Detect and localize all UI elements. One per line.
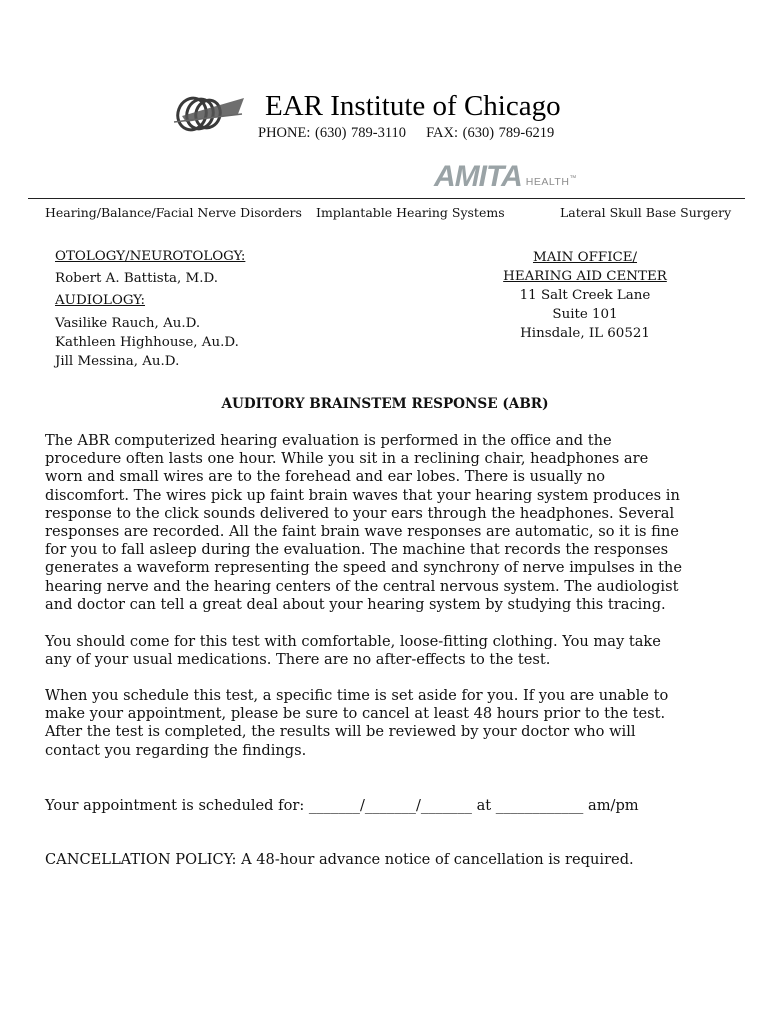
amita-trademark: ™ bbox=[569, 175, 577, 182]
paragraph-line: procedure often lasts one hour. While you sit in a reclining chair, headphones are bbox=[45, 450, 649, 468]
audiology-member: Kathleen Highhouse, Au.D. bbox=[55, 335, 239, 350]
paragraph-line: generates a waveform representing the speed and synchrony of nerve impulses in the bbox=[45, 559, 682, 577]
paragraph-line: for you to fall asleep during the evaluation. The machine that records the responses bbox=[45, 541, 669, 559]
paragraph-line: hearing nerve and the hearing centers of the central nervous system. The audiologist bbox=[45, 577, 679, 595]
header-divider bbox=[28, 198, 745, 199]
office-heading-line2: HEARING AID CENTER bbox=[503, 269, 667, 284]
specialty-implantable: Implantable Hearing Systems bbox=[316, 205, 505, 220]
paragraph-line: make your appointment, please be sure to cancel at least 48 hours prior to the test. bbox=[45, 705, 666, 723]
paragraph-line: You should come for this test with comfortable, loose-fitting clothing. You may take bbox=[45, 633, 661, 650]
audiology-heading: AUDIOLOGY: bbox=[55, 293, 145, 308]
paragraph-line: When you schedule this test, a specific time is set aside for you. If you are unable to bbox=[45, 687, 669, 704]
paragraph-clothing bbox=[45, 633, 735, 669]
fax-number: FAX: (630) 789-6219 bbox=[426, 125, 555, 141]
office-address-city: Hinsdale, IL 60521 bbox=[520, 326, 650, 341]
contact-line bbox=[258, 125, 554, 142]
staff-list bbox=[55, 247, 245, 371]
document-title: AUDITORY BRAINSTEM RESPONSE (ABR) bbox=[221, 396, 549, 412]
paragraph-line: contact you regarding the findings. bbox=[45, 741, 307, 759]
specialty-balance: Hearing/Balance/Facial Nerve Disorders bbox=[45, 205, 302, 220]
amita-logo-suffix: HEALTH bbox=[525, 176, 570, 188]
otology-heading: OTOLOGY/NEUROTOLOGY: bbox=[55, 249, 246, 264]
paragraph-line: After the test is completed, the results will be reviewed by your doctor who will bbox=[45, 723, 636, 741]
paragraph-line: discomfort. The wires pick up faint brain waves that your hearing system produces in bbox=[45, 486, 680, 504]
institute-name: EAR Institute of Chicago bbox=[265, 90, 561, 122]
phone-number: PHONE: (630) 789-3110 bbox=[258, 125, 407, 141]
appointment-line: Your appointment is scheduled for: _______/_______/_______ at ____________ am/pm bbox=[45, 797, 639, 814]
otology-member: Robert A. Battista, M.D. bbox=[55, 271, 218, 286]
ear-institute-swoosh-icon bbox=[172, 92, 246, 138]
office-address-block bbox=[480, 248, 690, 343]
paragraph-line: and doctor can tell a great deal about your hearing system by studying this tracing. bbox=[45, 595, 666, 613]
paragraph-procedure bbox=[45, 432, 735, 614]
paragraph-line: The ABR computerized hearing evaluation is performed in the office and the bbox=[45, 432, 612, 449]
paragraph-scheduling bbox=[45, 687, 735, 760]
specialty-skull-base: Lateral Skull Base Surgery bbox=[560, 205, 732, 220]
paragraph-line: response to the click sounds delivered to your ears through the headphones. Several bbox=[45, 504, 675, 522]
amita-health-logo bbox=[434, 160, 577, 193]
paragraph-line: responses are recorded. All the faint brain wave responses are automatic, so it is fine bbox=[45, 523, 679, 541]
office-heading-line1: MAIN OFFICE/ bbox=[532, 250, 638, 265]
office-address-suite: Suite 101 bbox=[552, 307, 618, 322]
office-address-street: 11 Salt Creek Lane bbox=[519, 288, 651, 303]
cancellation-policy: CANCELLATION POLICY: A 48-hour advance notice of cancellation is required. bbox=[45, 851, 634, 868]
audiology-member: Jill Messina, Au.D. bbox=[55, 354, 180, 369]
paragraph-line: worn and small wires are to the forehead and ear lobes. There is usually no bbox=[45, 468, 606, 486]
paragraph-line: any of your usual medications. There are no after-effects to the test. bbox=[45, 651, 551, 669]
audiology-member: Vasilike Rauch, Au.D. bbox=[55, 316, 201, 331]
amita-logo-word: AMITA bbox=[434, 160, 522, 193]
